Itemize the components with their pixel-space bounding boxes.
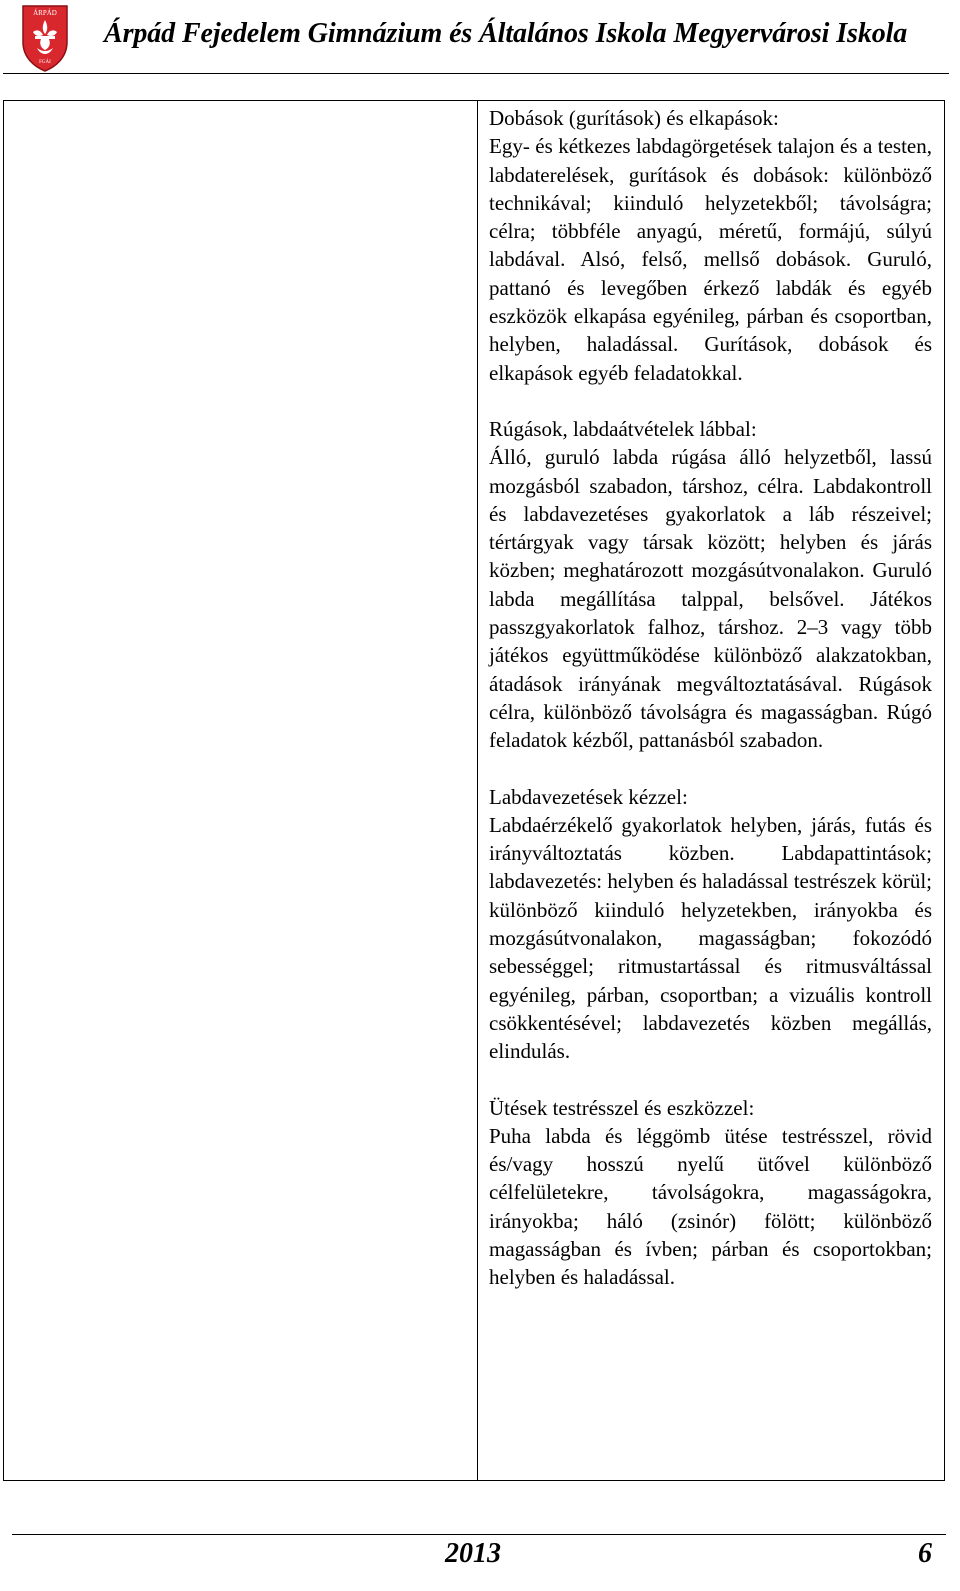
- page-header: [0, 0, 960, 78]
- section-body: Puha labda és léggömb ütése testrésszel, rövid és/vagy hosszú nyelű ütővel különböző célfelületekre, távolságokra, magasságokra, irányokba; háló (zsinór) fölött; különböző magasságban és ívben; párban és csoportokban; helyben és haladással.: [489, 1123, 932, 1290]
- section-title: Rúgások, labdaátvételek lábbal:: [489, 416, 757, 441]
- section-title: Labdavezetések kézzel:: [489, 784, 688, 809]
- section-body: Labdaérzékelő gyakorlatok helyben, járás, futás és irányváltoztatás közben. Labdapattintások; labdavezetés: helyben és haladással testrészek körül; különböző kiinduló helyzetekben, irányokba és mozgásútvonalakon, magasságban; fokozódó sebességgel; ritmustartással és ritmusváltással egyénileg, párban, csoportban; a vizuális kontroll csökkentésével; labdavezetés közben megállás, elindulás.: [489, 812, 932, 1064]
- footer-divider: [12, 1534, 946, 1535]
- school-name-heading: Árpád Fejedelem Gimnázium és Általános Iskola Megyervárosi Iskola: [104, 18, 908, 49]
- table-left-column: [4, 101, 478, 1480]
- table-right-column: [489, 104, 932, 1320]
- page-number: 6: [918, 1538, 932, 1569]
- section-striking: [489, 1094, 932, 1292]
- section-throws-catches: [489, 104, 932, 387]
- curriculum-table: [3, 100, 945, 1481]
- section-body: Egy- és kétkezes labdagörgetések talajon és a testen, labdaterelések, gurítások és dobások: különböző technikával; kiinduló helyzetekből; távolságra; célra; többféle anyagú, méretű, formájú, súlyú labdával. Alsó, felső, mellső dobások. Guruló, pattanó és levegőben érkező labdák és egyéb eszközök elkapása egyénileg, párban és csoportban, helyben, haladással. Gurítások, dobások és elkapások egyéb feladatokkal.: [489, 134, 932, 385]
- svg-text:ÁRPÁD: ÁRPÁD: [33, 9, 57, 17]
- section-title: Dobások (gurítások) és elkapások:: [489, 106, 779, 130]
- section-dribbling: [489, 783, 932, 1066]
- header-divider: [3, 73, 949, 74]
- footer-year: 2013: [445, 1538, 501, 1569]
- svg-text:FGÁI: FGÁI: [39, 60, 51, 65]
- school-crest-logo: [21, 4, 69, 72]
- section-kicks: [489, 415, 932, 755]
- section-body: Álló, guruló labda rúgása álló helyzetből, lassú mozgásból szabadon, társhoz, célra. Labdakontroll és labdavezetéses gyakorlatok a láb részeivel; tértárgyak vagy társak között; helyben és járás közben; meghatározott mozgásútvonalakon. Guruló labda megállítása talppal, belsővel. Játékos passzgyakorlatok falhoz, társhoz. 2–3 vagy több játékos együttműködése különböző alakzatokban, átadások irányának megváltoztatásával. Rúgások célra, különböző távolságra és magasságban. Rúgó feladatok kézből, pattanásból szabadon.: [489, 445, 932, 753]
- section-title: Ütések testrésszel és eszközzel:: [489, 1095, 755, 1120]
